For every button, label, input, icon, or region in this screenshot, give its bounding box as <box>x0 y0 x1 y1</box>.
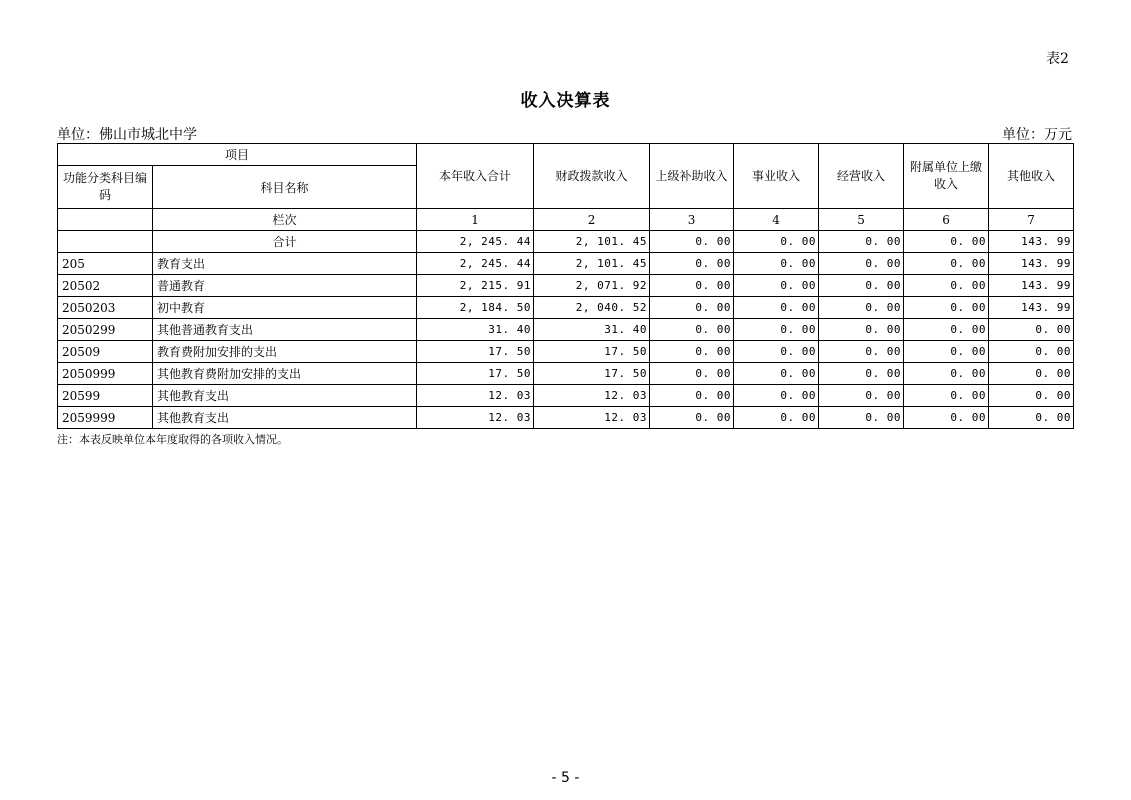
row-value: 0. 00 <box>904 319 989 341</box>
row-value: 0. 00 <box>904 341 989 363</box>
row-value: 2, 071. 92 <box>534 275 650 297</box>
row-name: 普通教育 <box>153 275 417 297</box>
page-number: - 5 - <box>551 770 580 786</box>
header-code: 功能分类科目编码 <box>58 166 153 209</box>
row-value: 0. 00 <box>989 319 1074 341</box>
total-label: 合计 <box>153 231 417 253</box>
header-name: 科目名称 <box>153 166 417 209</box>
row-value: 2, 101. 45 <box>534 253 650 275</box>
row-value: 2, 245. 44 <box>417 253 534 275</box>
row-value: 0. 00 <box>819 341 904 363</box>
table-row <box>58 253 1074 275</box>
row-value: 0. 00 <box>904 297 989 319</box>
row-name: 初中教育 <box>153 297 417 319</box>
row-value: 17. 50 <box>417 363 534 385</box>
row-code: 2050999 <box>58 363 153 385</box>
row-name: 教育费附加安排的支出 <box>153 341 417 363</box>
reporting-unit: 单位：佛山市城北中学 <box>57 127 197 143</box>
row-value: 0. 00 <box>650 407 734 429</box>
total-value: 0. 00 <box>650 231 734 253</box>
row-code: 20599 <box>58 385 153 407</box>
table-row <box>58 275 1074 297</box>
row-value: 143. 99 <box>989 253 1074 275</box>
row-code: 20502 <box>58 275 153 297</box>
table-number: 表2 <box>1046 51 1069 67</box>
header-business: 事业收入 <box>734 144 819 209</box>
header-other: 其他收入 <box>989 144 1074 209</box>
row-value: 0. 00 <box>989 341 1074 363</box>
row-name: 其他普通教育支出 <box>153 319 417 341</box>
row-value: 31. 40 <box>534 319 650 341</box>
row-code: 2050299 <box>58 319 153 341</box>
row-value: 0. 00 <box>819 319 904 341</box>
row-value: 17. 50 <box>534 341 650 363</box>
row-value: 0. 00 <box>904 275 989 297</box>
row-value: 17. 50 <box>417 341 534 363</box>
total-value: 0. 00 <box>734 231 819 253</box>
row-name: 其他教育费附加安排的支出 <box>153 363 417 385</box>
table-row <box>58 297 1074 319</box>
column-number: 2 <box>534 209 650 231</box>
table-row <box>58 407 1074 429</box>
row-value: 0. 00 <box>734 319 819 341</box>
table-row <box>58 319 1074 341</box>
total-value: 0. 00 <box>904 231 989 253</box>
column-number: 3 <box>650 209 734 231</box>
total-value: 2, 101. 45 <box>534 231 650 253</box>
column-number: 5 <box>819 209 904 231</box>
total-value: 0. 00 <box>819 231 904 253</box>
row-value: 0. 00 <box>819 363 904 385</box>
table-row <box>58 385 1074 407</box>
total-code-blank <box>58 231 153 253</box>
row-value: 0. 00 <box>734 297 819 319</box>
header-operating: 经营收入 <box>819 144 904 209</box>
row-value: 0. 00 <box>989 385 1074 407</box>
row-value: 0. 00 <box>734 363 819 385</box>
row-code: 2050203 <box>58 297 153 319</box>
row-value: 0. 00 <box>650 341 734 363</box>
document-title: 收入决算表 <box>520 91 611 111</box>
header-affiliated: 附属单位上缴收入 <box>904 144 989 209</box>
revenue-table <box>57 143 1074 429</box>
row-value: 0. 00 <box>904 253 989 275</box>
column-number: 4 <box>734 209 819 231</box>
total-row <box>58 231 1074 253</box>
row-name: 教育支出 <box>153 253 417 275</box>
row-value: 0. 00 <box>734 407 819 429</box>
total-value: 143. 99 <box>989 231 1074 253</box>
row-name: 其他教育支出 <box>153 385 417 407</box>
row-value: 0. 00 <box>819 253 904 275</box>
row-value: 0. 00 <box>734 385 819 407</box>
row-code: 2059999 <box>58 407 153 429</box>
row-value: 2, 215. 91 <box>417 275 534 297</box>
row-value: 0. 00 <box>650 253 734 275</box>
row-value: 2, 040. 52 <box>534 297 650 319</box>
row-value: 0. 00 <box>650 385 734 407</box>
row-value: 0. 00 <box>819 297 904 319</box>
header-superior: 上级补助收入 <box>650 144 734 209</box>
column-number: 6 <box>904 209 989 231</box>
row-value: 0. 00 <box>650 275 734 297</box>
header-fiscal: 财政拨款收入 <box>534 144 650 209</box>
table-row <box>58 363 1074 385</box>
row-value: 0. 00 <box>819 275 904 297</box>
row-code: 205 <box>58 253 153 275</box>
row-value: 0. 00 <box>819 385 904 407</box>
row-value: 0. 00 <box>650 363 734 385</box>
table-row <box>58 341 1074 363</box>
column-row-blank <box>58 209 153 231</box>
currency-unit: 单位：万元 <box>1002 127 1072 143</box>
table-note: 注：本表反映单位本年度取得的各项收入情况。 <box>57 433 288 446</box>
row-value: 143. 99 <box>989 297 1074 319</box>
header-item: 项目 <box>58 144 417 166</box>
header-total: 本年收入合计 <box>417 144 534 209</box>
row-value: 0. 00 <box>819 407 904 429</box>
column-number: 1 <box>417 209 534 231</box>
row-value: 143. 99 <box>989 275 1074 297</box>
row-name: 其他教育支出 <box>153 407 417 429</box>
row-value: 17. 50 <box>534 363 650 385</box>
row-value: 0. 00 <box>650 319 734 341</box>
row-value: 12. 03 <box>534 385 650 407</box>
row-value: 0. 00 <box>989 363 1074 385</box>
row-value: 0. 00 <box>904 363 989 385</box>
column-row-label: 栏次 <box>153 209 417 231</box>
total-value: 2, 245. 44 <box>417 231 534 253</box>
row-value: 0. 00 <box>904 407 989 429</box>
row-code: 20509 <box>58 341 153 363</box>
row-value: 12. 03 <box>534 407 650 429</box>
row-value: 0. 00 <box>989 407 1074 429</box>
row-value: 0. 00 <box>650 297 734 319</box>
row-value: 0. 00 <box>904 385 989 407</box>
row-value: 0. 00 <box>734 341 819 363</box>
column-number: 7 <box>989 209 1074 231</box>
row-value: 12. 03 <box>417 407 534 429</box>
row-value: 0. 00 <box>734 253 819 275</box>
row-value: 31. 40 <box>417 319 534 341</box>
row-value: 0. 00 <box>734 275 819 297</box>
row-value: 2, 184. 50 <box>417 297 534 319</box>
row-value: 12. 03 <box>417 385 534 407</box>
